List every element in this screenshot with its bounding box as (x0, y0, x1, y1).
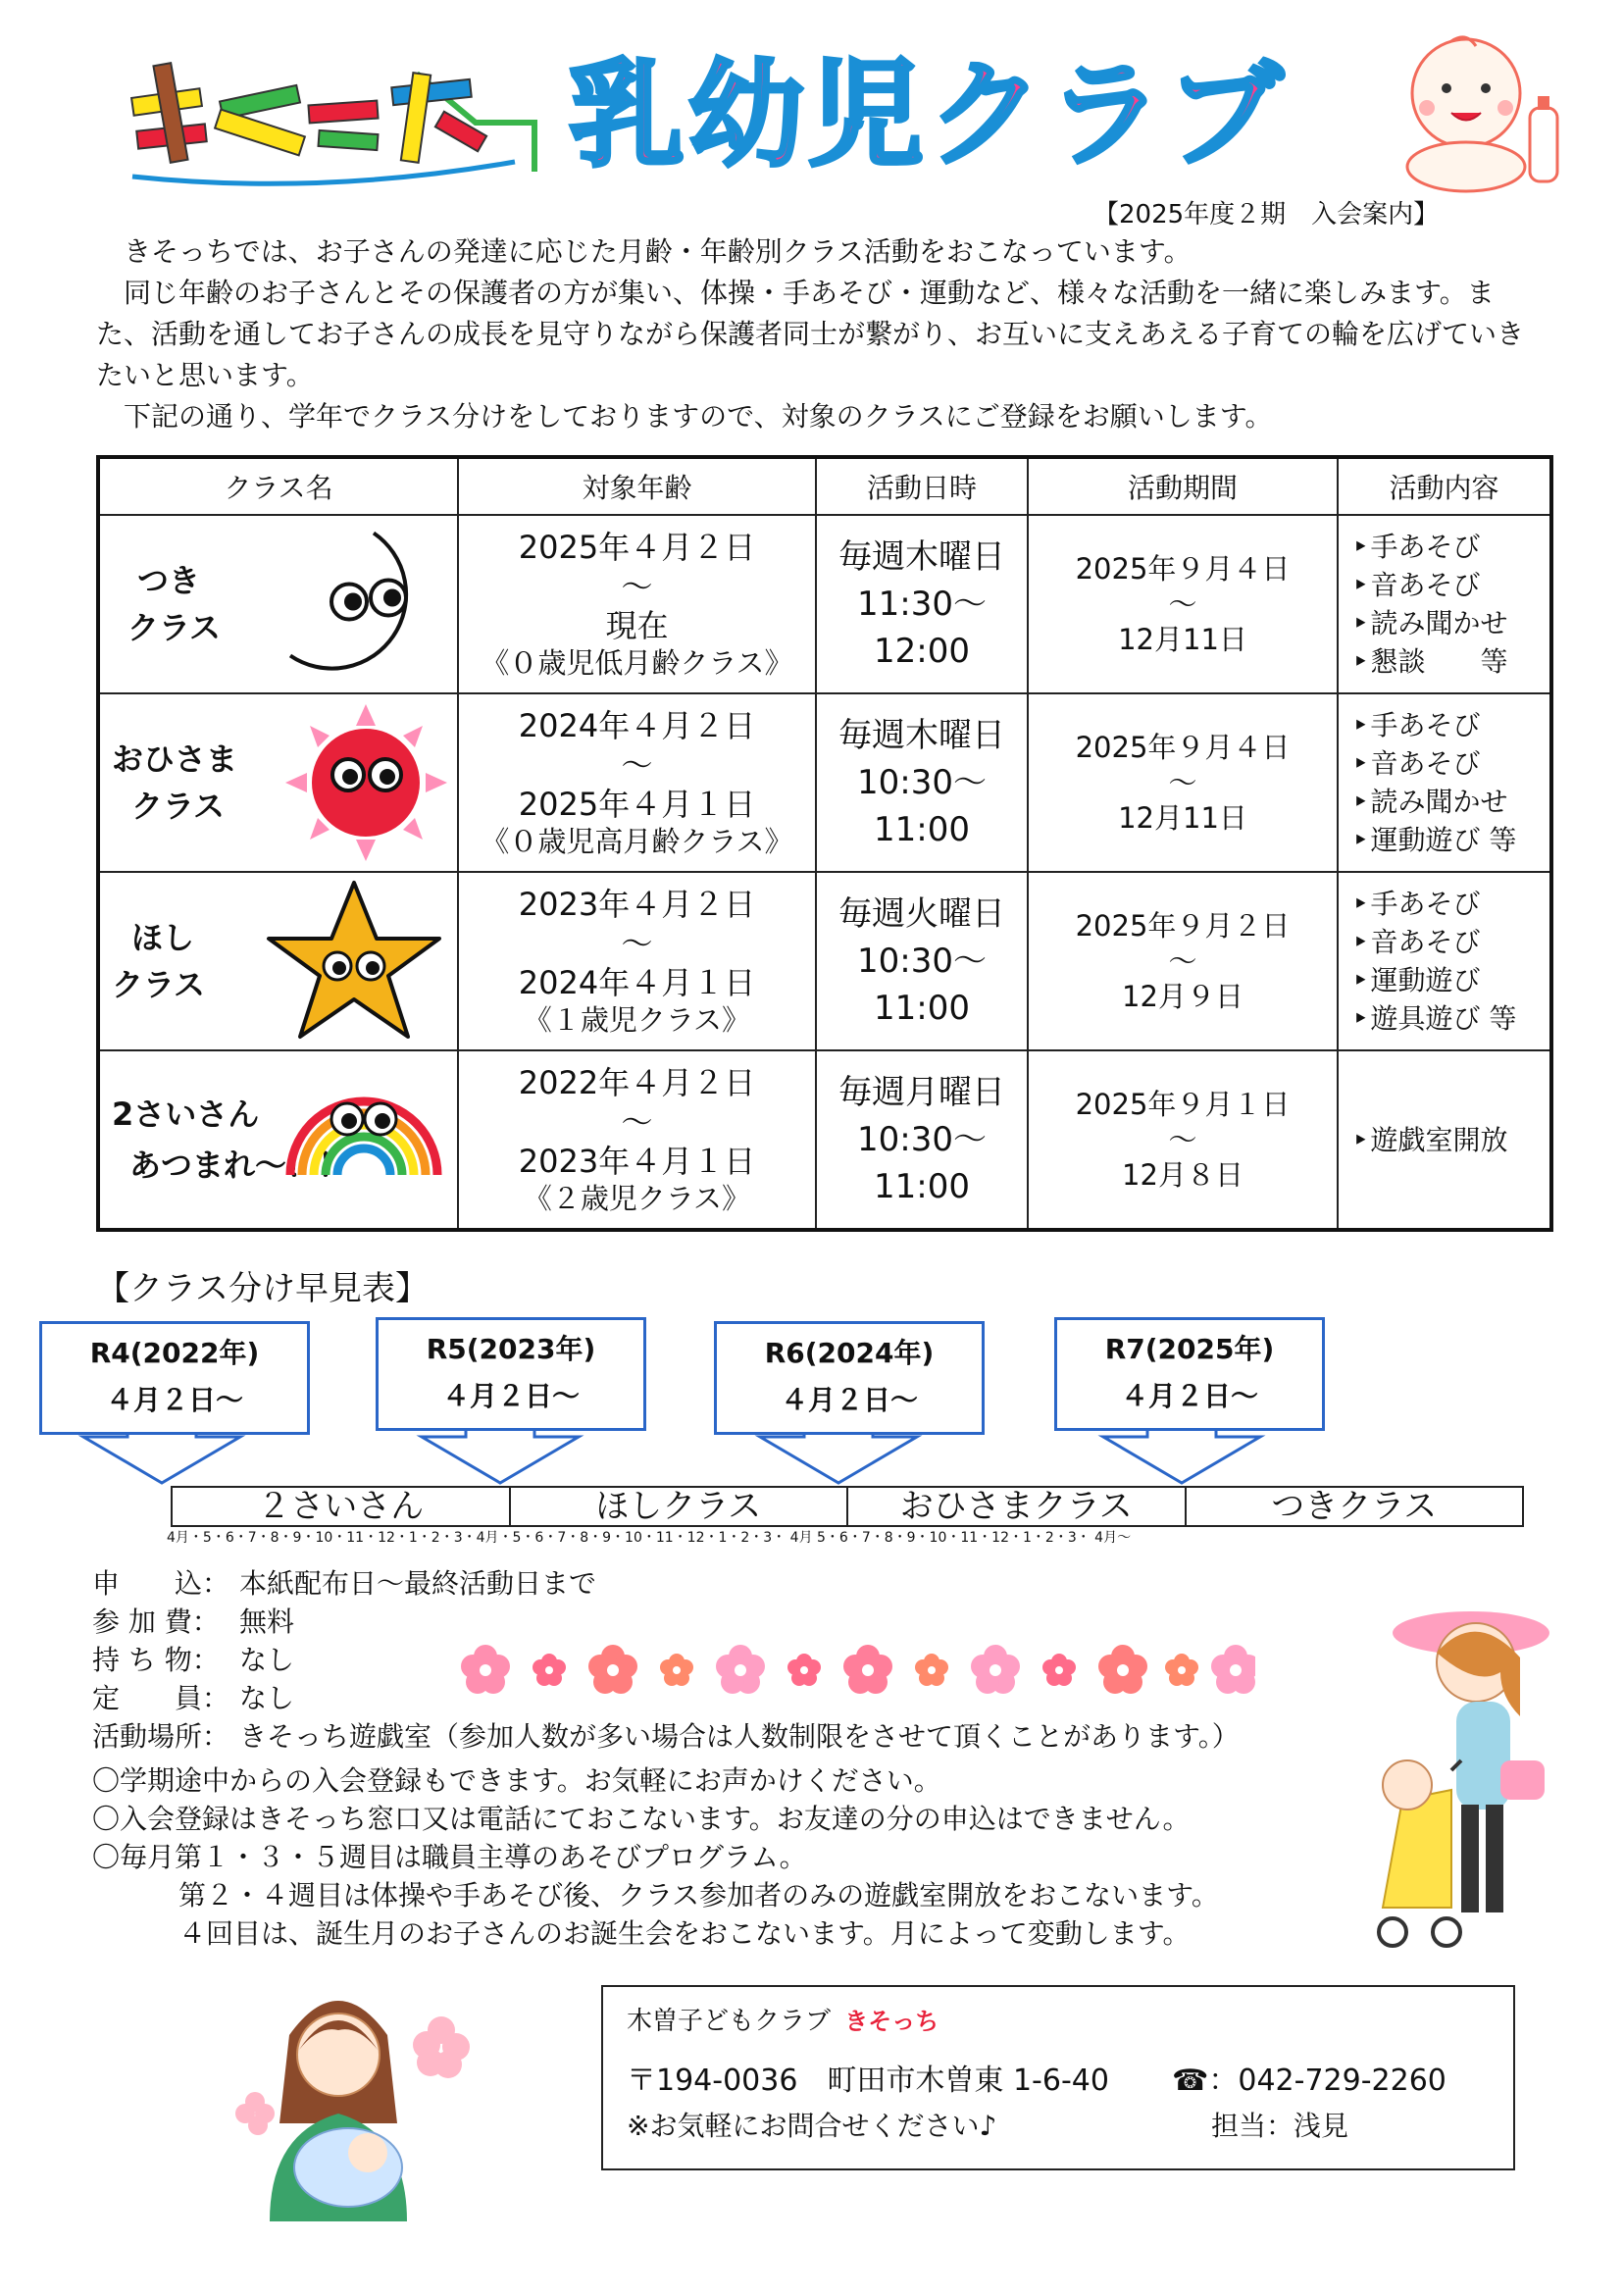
period-start: 2025年９月１日 (1075, 1088, 1291, 1121)
info-row (92, 1564, 1240, 1603)
info-value: きそっち遊戯室（参加人数が多い場合は人数制限をさせて頂くことがあります。） (239, 1720, 1240, 1753)
star-icon (261, 878, 447, 1045)
note-item: 第２・４週目は体操や手あそび後、クラス参加者のみの遊戯室開放をおこないます。 (178, 1879, 1219, 1912)
timeline-segment: おひさまクラス (848, 1488, 1187, 1525)
age-from: 2022年４月２日 (518, 1064, 756, 1101)
activity-item: ‣ 読み聞かせ (1352, 604, 1549, 642)
age-from: 2024年４月２日 (518, 707, 756, 744)
age-to: 2025年４月１日 (518, 786, 756, 823)
weekday: 毎週木曜日 (838, 716, 1005, 755)
intro-text (96, 231, 1538, 437)
intro-paragraph: きそっちでは、お子さんの発達に応じた月齢・年齢別クラス活動をおこなっています。 (124, 235, 1192, 268)
age-note: 《０歳児高月齢クラス》 (481, 825, 793, 858)
note-item: ４回目は、誕生月のお子さんのお誕生会をおこないます。月によって変動します。 (178, 1917, 1191, 1950)
quick-box-date: ４月２日～ (441, 1380, 580, 1412)
time-start: 10:30～ (857, 763, 987, 802)
subtitle: 【2025年度２期 入会案内】 (1093, 200, 1440, 229)
intro-paragraph: 下記の通り、学年でクラス分けをしておりますので、対象のクラスにご登録をお願いします。 (124, 400, 1273, 433)
rainbow-icon (280, 1072, 447, 1180)
intro-paragraph: 同じ年齢のお子さんとその保護者の方が集い、体操・手あそび・運動など、様々な活動を一緒に楽しみます。また、活動を通してお子さんの成長を見守りながら保護者同士が繋がり、お互いに支えあえる子育ての輪を広げていきたいと思います。 (96, 277, 1525, 391)
timeline-segment: ほしクラス (511, 1488, 849, 1525)
schedule-cell (816, 515, 1028, 693)
contact-logo: きそっち (844, 2008, 939, 2035)
class-name: クラス (127, 609, 222, 646)
info-value: 無料 (239, 1606, 295, 1638)
activity-item: ‣ 運動遊び (1352, 961, 1549, 999)
weekday: 毎週木曜日 (838, 537, 1005, 577)
activity-item: ‣ 手あそび (1352, 885, 1549, 923)
age-cell (458, 872, 816, 1050)
time-end: 11:00 (874, 810, 970, 849)
time-start: 10:30～ (857, 1120, 987, 1159)
period-end: 12月９日 (1122, 980, 1243, 1013)
age-to: 2023年４月１日 (518, 1143, 756, 1180)
table-row (98, 872, 1551, 1050)
timeline-segment: つきクラス (1271, 1487, 1438, 1526)
sun-icon (285, 704, 447, 861)
class-name: クラス (131, 788, 226, 825)
class-table (96, 455, 1553, 1232)
period-separator: ～ (1168, 587, 1197, 621)
weekday: 毎週月曜日 (838, 1073, 1005, 1112)
contact-org-line (627, 2001, 939, 2037)
contact-staff: 担当：浅見 (1211, 2110, 1349, 2142)
age-separator: ～ (621, 925, 653, 962)
weekday: 毎週火曜日 (838, 894, 1005, 934)
class-name-cell (98, 693, 458, 872)
table-header-row (98, 457, 1551, 515)
info-value: なし (239, 1644, 295, 1676)
info-value: なし (239, 1682, 295, 1714)
class-name-cell (98, 1050, 458, 1230)
period-separator: ～ (1168, 766, 1197, 799)
time-start: 11:30～ (857, 585, 987, 624)
age-note: 《０歳児低月齢クラス》 (481, 646, 793, 680)
table-row (98, 515, 1551, 693)
activity-cell (1338, 872, 1551, 1050)
age-from: 2025年４月２日 (518, 529, 756, 566)
note-item: 〇入会登録はきそっち窓口又は電話にておこないます。お友達の分の申込はできません。 (92, 1803, 1191, 1835)
class-timeline-bar (171, 1486, 1524, 1527)
activity-item: ‣ 遊戯室開放 (1352, 1121, 1549, 1159)
quick-box (714, 1321, 985, 1435)
time-end: 11:00 (874, 1167, 970, 1206)
contact-note: ※お気軽にお問合せください♪ (627, 2110, 997, 2142)
baby-illustration (1383, 29, 1569, 196)
quick-box-date: ４月２日～ (780, 1384, 918, 1416)
schedule-cell (816, 693, 1028, 872)
page-title: 乳幼児クラブ (569, 47, 1288, 182)
quick-box-year: R7(2025年) (1104, 1333, 1275, 1365)
month-scale: 4月・5・6・7・8・9・10・11・12・1・2・3・4月・5・6・7・8・9・10・11・12・1・2・3・ 4月 5・6・7・8・9・10・11・12・1・2・3・ 4月～ (167, 1530, 1132, 1546)
class-name-cell (98, 872, 458, 1050)
activity-item: ‣ 音あそび (1352, 566, 1549, 604)
activity-cell (1338, 693, 1551, 872)
class-name-cell (98, 515, 458, 693)
class-name: あつまれ～！！ (129, 1147, 350, 1184)
timeline-segment: ２さいさん (173, 1488, 511, 1525)
note-item: 〇学期途中からの入会登録もできます。お気軽にお声かけください。 (92, 1764, 941, 1797)
mother-with-stroller-illustration (1363, 1594, 1589, 1976)
period-cell (1028, 1050, 1338, 1230)
contact-phone: ☎：042-729-2260 (1172, 2064, 1446, 2098)
column-header: クラス名 (98, 457, 458, 515)
quick-box (39, 1321, 310, 1435)
info-row (92, 1717, 1240, 1756)
quick-box (1054, 1317, 1325, 1431)
age-separator: ～ (621, 568, 653, 605)
quick-box-year: R6(2024年) (764, 1337, 935, 1369)
column-header: 活動期間 (1028, 457, 1338, 515)
table-row (98, 1050, 1551, 1230)
age-cell (458, 1050, 816, 1230)
activity-item: ‣ 懇談 等 (1352, 642, 1549, 681)
contact-org: 木曽子どもクラブ (627, 2007, 832, 2036)
age-to: 2024年４月１日 (518, 964, 756, 1001)
info-value: 本紙配布日～最終活動日まで (239, 1567, 597, 1600)
activity-item: ‣ 運動遊び 等 (1352, 821, 1549, 859)
period-start: 2025年９月４日 (1075, 731, 1291, 764)
age-separator: ～ (621, 1103, 653, 1141)
kisotchi-logo (123, 54, 544, 191)
column-header: 活動日時 (816, 457, 1028, 515)
flower-decoration (451, 1636, 1255, 1705)
schedule-cell (816, 1050, 1028, 1230)
info-label: 持 ち 物： (92, 1644, 220, 1676)
activity-item: ‣ 遊具遊び 等 (1352, 999, 1549, 1038)
activity-cell (1338, 515, 1551, 693)
age-cell (458, 515, 816, 693)
schedule-cell (816, 872, 1028, 1050)
quick-box-year: R5(2023年) (426, 1333, 596, 1365)
period-separator: ～ (1168, 944, 1197, 978)
quick-box-year: R4(2022年) (89, 1337, 260, 1369)
age-cell (458, 693, 816, 872)
mother-and-baby-illustration (221, 1976, 476, 2221)
info-label: 定 員： (92, 1682, 230, 1714)
period-separator: ～ (1168, 1123, 1197, 1156)
period-cell (1028, 515, 1338, 693)
table-row (98, 693, 1551, 872)
note-item: 〇毎月第１・３・５週目は職員主導のあそびプログラム。 (92, 1841, 807, 1873)
period-cell (1028, 872, 1338, 1050)
moon-icon (280, 524, 447, 686)
age-note: 《１歳児クラス》 (523, 1003, 751, 1037)
class-name: つき (137, 562, 201, 599)
period-end: 12月11日 (1118, 801, 1247, 835)
info-label: 参 加 費： (92, 1606, 220, 1638)
class-name: おひさま (112, 740, 238, 778)
info-label: 活動場所： (92, 1720, 230, 1753)
age-to: 現在 (605, 607, 669, 644)
info-label: 申 込： (92, 1567, 230, 1600)
activity-cell (1338, 1050, 1551, 1230)
column-header: 対象年齢 (458, 457, 816, 515)
class-name: クラス (112, 966, 206, 1003)
quick-box-date: ４月２日～ (1120, 1380, 1258, 1412)
class-name: 2さいさん (112, 1096, 260, 1133)
quick-box-date: ４月２日～ (105, 1384, 243, 1416)
time-start: 10:30～ (857, 942, 987, 981)
activity-item: ‣ 音あそび (1352, 744, 1549, 783)
contact-address: 〒194-0036 町田市木曽東 1-6-40 (627, 2064, 1109, 2098)
period-end: 12月11日 (1118, 623, 1247, 656)
quick-box (376, 1317, 646, 1431)
activity-item: ‣ 手あそび (1352, 706, 1549, 744)
contact-box (601, 1985, 1515, 2170)
column-header: 活動内容 (1338, 457, 1551, 515)
time-end: 12:00 (874, 632, 970, 671)
activity-item: ‣ 手あそび (1352, 528, 1549, 566)
age-note: 《２歳児クラス》 (523, 1182, 751, 1215)
class-name: ほし (131, 919, 195, 956)
period-start: 2025年９月４日 (1075, 552, 1291, 586)
age-separator: ～ (621, 746, 653, 784)
period-start: 2025年９月２日 (1075, 909, 1291, 943)
time-end: 11:00 (874, 989, 970, 1028)
activity-item: ‣ 音あそび (1352, 923, 1549, 961)
notes-list (92, 1761, 1219, 1953)
period-cell (1028, 693, 1338, 872)
age-from: 2023年４月２日 (518, 886, 756, 923)
activity-item: ‣ 読み聞かせ (1352, 783, 1549, 821)
period-end: 12月８日 (1122, 1158, 1243, 1192)
quick-table-title: 【クラス分け早見表】 (96, 1269, 429, 1308)
